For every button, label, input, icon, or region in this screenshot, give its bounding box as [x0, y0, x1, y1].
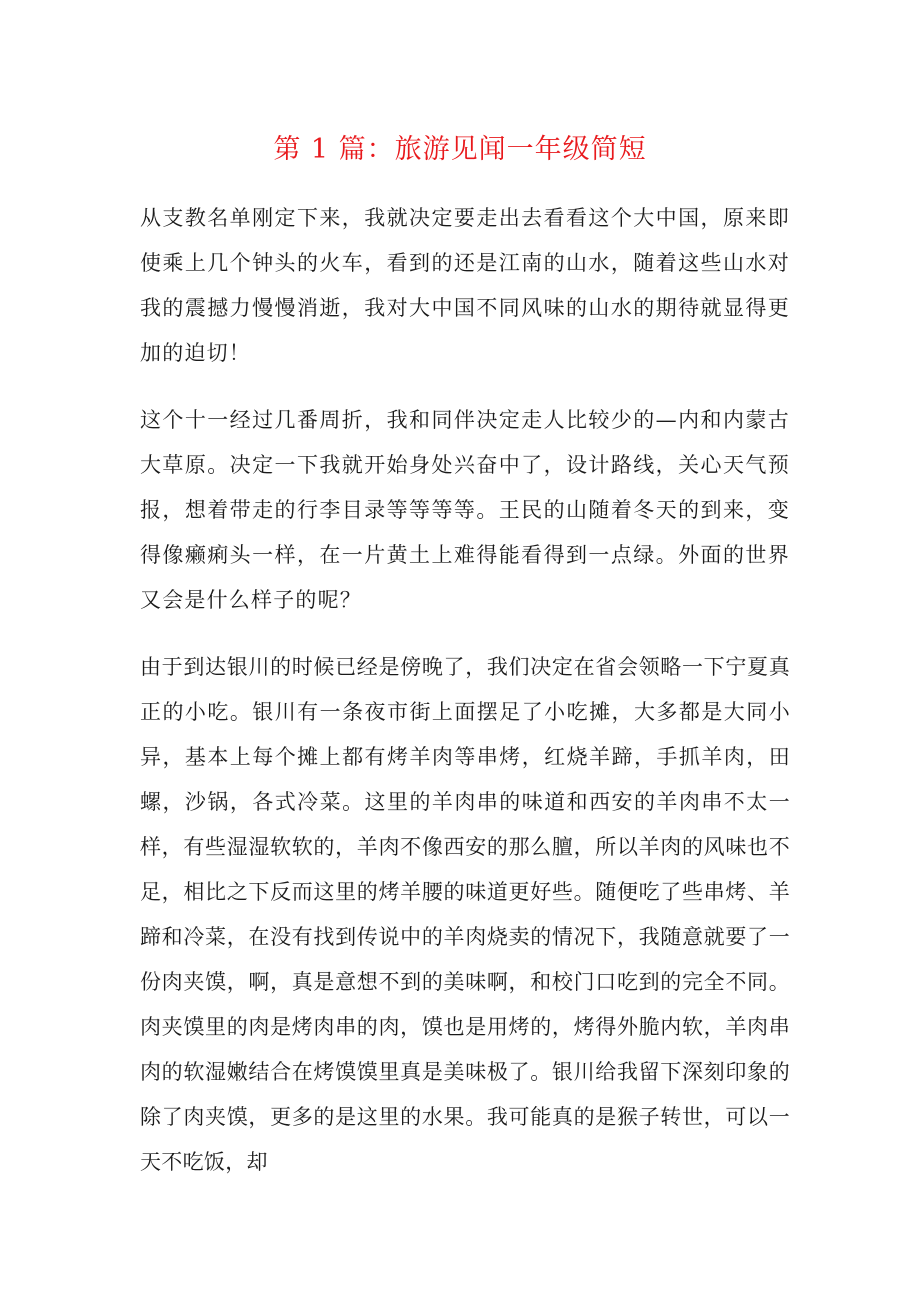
paragraph-1: 从支教名单刚定下来，我就决定要走出去看看这个大中国，原来即使乘上几个钟头的火车，看到的还是江南的山水，随着这些山水对我的震撼力慢慢消逝，我对大中国不同风味的山水的期待就显得更加的迫切！	[140, 206, 790, 365]
paragraph-2: 这个十一经过几番周折，我和同伴决定走人比较少的—内和内蒙古大草原。决定一下我就开始身处兴奋中了，设计路线，关心天气预报，想着带走的行李目录等等等等。王民的山随着冬天的到来，变得像癞痢头一样，在一片黄土上难得能看得到一点绿。外面的世界又会是什么样子的呢？	[140, 408, 790, 612]
document-body	[140, 196, 790, 1207]
paragraph-3: 由于到达银川的时候已经是傍晚了，我们决定在省会领略一下宁夏真正的小吃。银川有一条夜市街上面摆足了小吃摊，大多都是大同小异，基本上每个摊上都有烤羊肉等串烤，红烧羊蹄，手抓羊肉，田螺，沙锅，各式冷菜。这里的羊肉串的味道和西安的羊肉串不太一样，有些湿湿软软的，羊肉不像西安的那么膻，所以羊肉的风味也不足，相比之下反而这里的烤羊腰的味道更好些。随便吃了些串烤、羊蹄和冷菜，在没有找到传说中的羊肉烧卖的情况下，我随意就要了一份肉夹馍，啊，真是意想不到的美味啊，和校门口吃到的完全不同。肉夹馍里的肉是烤肉串的肉，馍也是用烤的，烤得外脆内软，羊肉串肉的软湿嫩结合在烤馍馍里真是美味极了。银川给我留下深刻印象的除了肉夹馍，更多的是这里的水果。我可能真的是猴子转世，可以一天不吃饭，却	[140, 655, 790, 1174]
document-title: 第 1 篇：旅游见闻一年级简短	[273, 134, 647, 165]
